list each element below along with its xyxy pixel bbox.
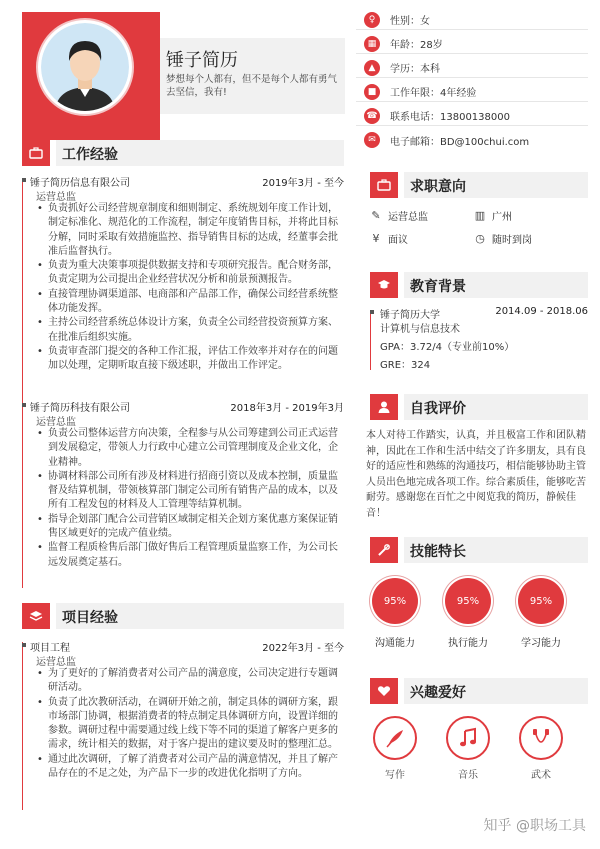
skill-value: 95%: [383, 595, 407, 607]
intent-position-text: 运营总监: [388, 212, 428, 223]
intent-salary: [370, 231, 408, 246]
job-entry: [22, 399, 344, 570]
edu-entry: [370, 306, 588, 370]
layers-icon: [22, 603, 50, 629]
motto: 梦想每个人都有，但不是每个人都有勇气去坚信，我有!: [166, 74, 338, 98]
bullet: • 负责审查部门提交的各种工作汇报，评估工作效率并对存在的问题加以处理，定期听取直接下级述职，并做出工作评定。: [36, 345, 344, 374]
pen-icon: ✎: [371, 209, 381, 222]
skill-label: 执行能力: [448, 638, 488, 649]
section-intent-title: 求职意向: [410, 179, 466, 195]
info-phone-text: 联系电话：13800138000: [390, 112, 510, 123]
quill-icon: [373, 716, 417, 760]
building-icon: ▥: [474, 209, 486, 222]
resume-name: 锤子简历: [166, 50, 238, 71]
section-edu-title: 教育背景: [410, 279, 466, 295]
bullet: • 负责抓好公司经营规章制度和细则制定、系统规划年度工作计划，制定标准化、规范化的工作流程，制定年度销售目标，并将此目标分解，同时采取有效措施监控、指导销售目标的达成，经董事会批准后监督执行。: [36, 202, 344, 259]
briefcase-icon: [370, 172, 398, 198]
briefcase-icon: [22, 140, 50, 166]
skill-gauge: [445, 578, 491, 624]
bullet: • 协调材料部公司所有涉及材料进行招商引资以及成本控制，质量监督及结算机制，带领核算部门制定公司所有销售产品的成本，以及所有工程发包的材料及人工管理等结算机制。: [36, 470, 344, 513]
graduation-cap-icon: [370, 272, 398, 298]
section-work-header: [22, 140, 344, 166]
edu-major: 计算机与信息技术: [380, 324, 460, 335]
section-self-title: 自我评价: [410, 401, 466, 417]
job-header: [22, 399, 344, 413]
info-education-text: 学历：本科: [390, 64, 440, 75]
briefcase-icon: ■: [364, 84, 380, 100]
bullet: • 负责为重大决策事项提供数据支持和专项研究报告。配合财务部，负责定期为公司提出企业经营状况分析和前景预测报告。: [36, 259, 344, 288]
skill-value: 95%: [456, 595, 480, 607]
hobby-label: 武术: [531, 770, 551, 781]
job-role: 运营总监: [36, 417, 76, 428]
info-gender-text: 性别：女: [390, 16, 430, 27]
music-note-icon: [446, 716, 490, 760]
section-self-header: [370, 394, 588, 420]
bullet: • 为了更好的了解消费者对公司产品的满意度，公司决定进行专题调研活动。: [36, 667, 344, 696]
intent-position: [370, 208, 428, 223]
bullet: • 主持公司经营系统总体设计方案，负责全公司经营投资预算方案、在批准后组织实施。: [36, 316, 344, 345]
graduation-cap-icon: ▲: [364, 60, 380, 76]
edu-gre: GRE：324: [380, 360, 431, 371]
project-bullets: [22, 667, 344, 781]
section-intent-header: [370, 172, 588, 198]
project-role: 运营总监: [36, 657, 76, 668]
hobby-label: 音乐: [458, 770, 478, 781]
skill-value: 95%: [529, 595, 553, 607]
intent-salary-text: 面议: [388, 235, 408, 246]
project-entry: [22, 639, 344, 781]
skill-label: 学习能力: [521, 638, 561, 649]
self-evaluation-text: 本人对待工作踏实，认真，并且极富工作和团队精神，因此在工作和生活中结交了许多朋友，具有良好的适应性和熟练的沟通技巧，相信能够协助主管人员出色地完成各项工作。综合素质佳，能够吃苦耐劳。感谢您在百忙之中阅览我的简历，静候佳音！: [366, 430, 586, 519]
edu-school: 锤子简历大学: [380, 310, 440, 321]
project-date: 2022年3月 - 至今: [262, 643, 344, 654]
intent-city: [474, 208, 512, 223]
job-bullets: [22, 427, 344, 570]
project-name: 项目工程: [30, 643, 70, 654]
edu-gpa: GPA：3.72/4（专业前10%）: [380, 342, 515, 353]
intent-city-text: 广州: [492, 212, 512, 223]
skill-gauge: [372, 578, 418, 624]
job-header: [22, 174, 344, 188]
job-date: 2019年3月 - 至今: [262, 178, 344, 189]
mail-icon: ✉: [364, 132, 380, 148]
calendar-icon: ▦: [364, 36, 380, 52]
job-entry: [22, 174, 344, 374]
heart-icon: [370, 678, 398, 704]
intent-arrival: [474, 231, 532, 246]
section-skills-title: 技能特长: [410, 544, 466, 560]
bullet: • 监督工程质检售后部门做好售后工程管理质量监察工作，为公司长远发展奠定基石。: [36, 541, 344, 570]
section-work-title: 工作经验: [62, 147, 118, 163]
hobby-label: 写作: [385, 770, 405, 781]
phone-icon: ☎: [364, 108, 380, 124]
job-bullets: [22, 202, 344, 374]
edu-date: 2014.09 - 2018.06: [495, 306, 588, 317]
person-avatar-icon: [41, 23, 129, 111]
bullet: • 指导企划部门配合公司营销区域制定相关企划方案优惠方案保证销售区域更好的完成产值业绩。: [36, 513, 344, 542]
bullet: • 负责了此次教研活动，在调研开始之前，制定具体的调研方案，跟市场部门协调，根据消费者的特点制定具体调研方向，设置详细的参数。调研过程中需要通过线上线下等不同的渠道了解客户更多的需求，统计相关的数据，对于客户提出的建议要及时的整理汇总。: [36, 696, 344, 753]
job-company: 锤子简历科技有限公司: [30, 403, 130, 414]
tools-icon: [370, 537, 398, 563]
project-header: [22, 639, 344, 653]
bullet: • 通过此次调研，了解了消费者对公司产品的满意情况，并且了解产品存在的不足之处，为产品下一步的改进优化指明了方向。: [36, 753, 344, 782]
job-role: 运营总监: [36, 192, 76, 203]
info-age-text: 年龄：28岁: [390, 40, 443, 51]
section-edu-header: [370, 272, 588, 298]
info-age: [356, 34, 588, 54]
info-phone: [356, 106, 588, 126]
bullet: • 负责公司整体运营方向决策，全程参与从公司筹建到公司正式运营到发展稳定，带领人力行政中心建立公司管理制度及企业文化，企业精神。: [36, 427, 344, 470]
section-hobbies-title: 兴趣爱好: [410, 685, 466, 701]
gender-icon: ♀: [364, 12, 380, 28]
jump-rope-icon: [519, 716, 563, 760]
yen-icon: ¥: [372, 232, 380, 245]
section-project-title: 项目经验: [62, 610, 118, 626]
avatar: [38, 20, 132, 114]
edu-header: [370, 306, 588, 320]
section-skills-header: [370, 537, 588, 563]
info-years: [356, 82, 588, 102]
clock-icon: ◷: [475, 232, 485, 245]
person-icon: [370, 394, 398, 420]
info-email-text: 电子邮箱：BD@100chui.com: [390, 136, 530, 148]
info-email: [356, 130, 529, 150]
info-gender: [356, 10, 588, 30]
job-date: 2018年3月 - 2019年3月: [230, 403, 344, 414]
skill-gauge: [518, 578, 564, 624]
intent-arrival-text: 随时到岗: [492, 235, 532, 246]
section-project-header: [22, 603, 344, 629]
info-education: [356, 58, 588, 78]
bullet: • 直接管理协调渠道部、电商部和产品部工作，确保公司经营系统整体功能发挥。: [36, 288, 344, 317]
watermark: 知乎 @职场工具: [483, 818, 586, 834]
job-company: 锤子简历信息有限公司: [30, 178, 130, 189]
skill-label: 沟通能力: [375, 638, 415, 649]
section-hobbies-header: [370, 678, 588, 704]
info-years-text: 工作年限：4年经验: [390, 88, 477, 99]
